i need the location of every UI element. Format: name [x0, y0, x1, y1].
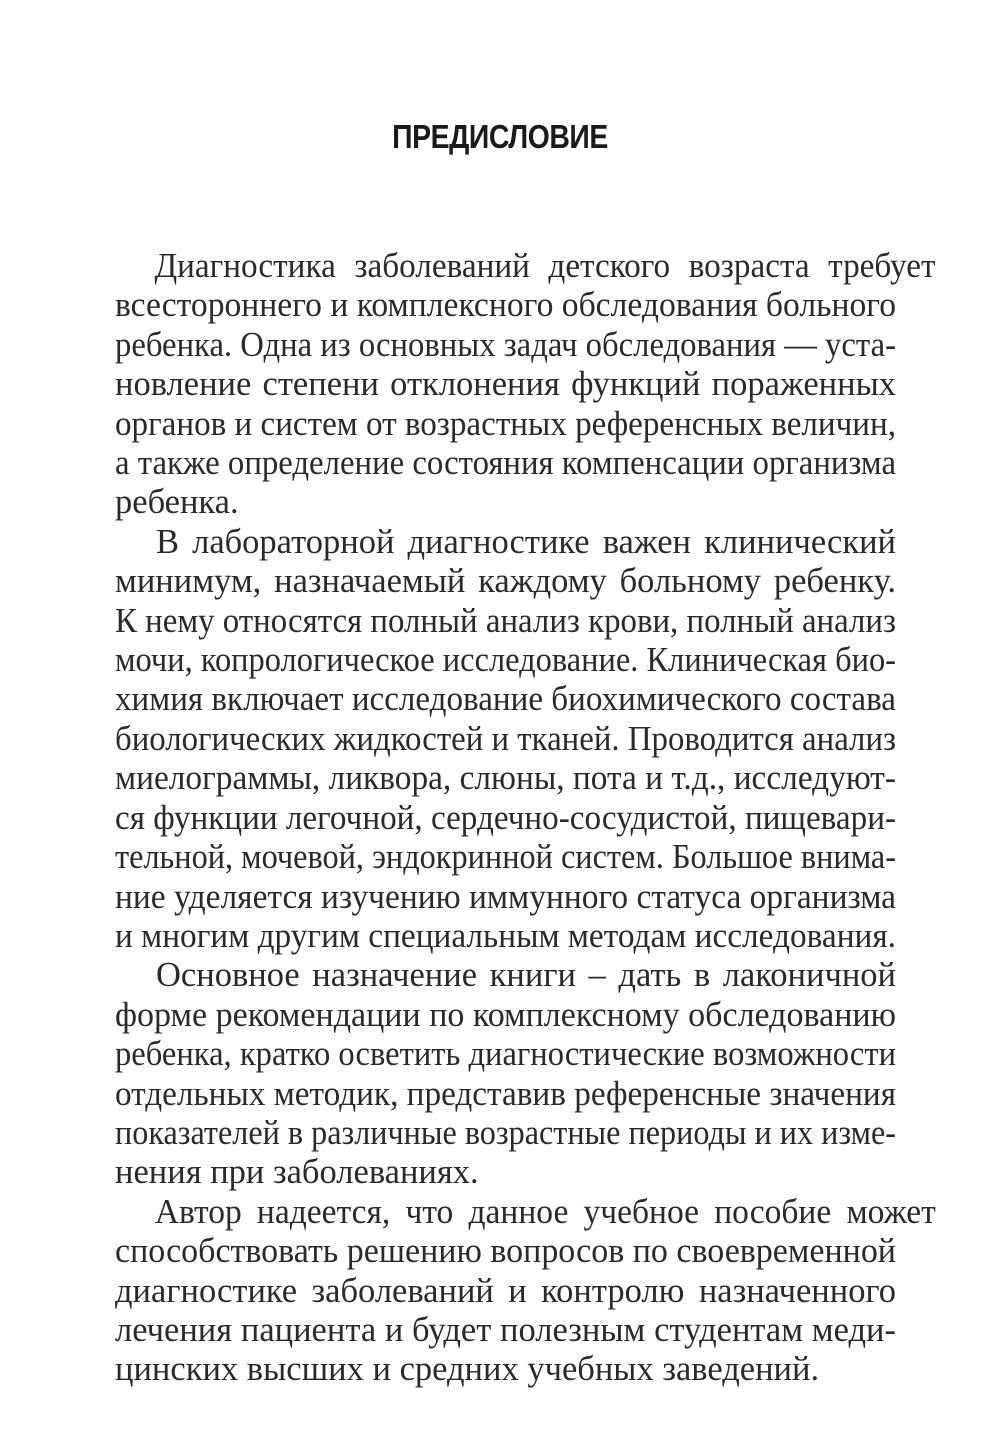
text-line: цинских высших и средних учебных заведений.	[115, 1350, 820, 1389]
text-line: всестороннего и комплексного обследования больного	[115, 286, 896, 325]
text-line: новление степени отклонения функций пораженных	[115, 365, 896, 404]
preface-body	[115, 247, 936, 1390]
paragraph-2	[115, 523, 896, 956]
text-line: ние уделяется изучению иммунного статуса организма	[115, 877, 896, 916]
text-line: нения при заболеваниях.	[115, 1153, 479, 1192]
text-line: ребенка.	[115, 483, 239, 522]
text-line: Основное назначение книги – дать в лаконичной	[156, 956, 896, 995]
text-line: ся функции легочной, сердечно-сосудистой, пищевари-	[115, 798, 896, 837]
text-line: способствовать решению вопросов по своевременной	[115, 1232, 896, 1271]
text-line: Автор надеется, что данное учебное пособие может	[154, 1192, 936, 1231]
text-line: отдельных методик, представив референсные значения	[115, 1074, 896, 1113]
page-title: ПРЕДИСЛОВИЕ	[392, 118, 608, 155]
text-line: мочи, копрологическое исследование. Клиническая био-	[115, 641, 896, 680]
text-line: лечения пациента и будет полезным студентам меди-	[115, 1310, 896, 1349]
text-line: химия включает исследование биохимического состава	[115, 680, 896, 719]
text-line: и многим другим специальным методам исследования.	[115, 916, 896, 955]
text-line: В лабораторной диагностике важен клинический	[156, 522, 896, 561]
text-line: биологических жидкостей и тканей. Проводится анализ	[115, 719, 896, 758]
text-line: Диагностика заболеваний детского возраста требует	[154, 247, 936, 285]
text-line: К нему относятся полный анализ крови, полный анализ	[115, 601, 896, 640]
text-line: показателей в различные возрастные периоды и их изме-	[115, 1113, 896, 1152]
paragraph-1	[115, 247, 936, 523]
text-line: ребенка, кратко осветить диагностические возможности	[115, 1035, 896, 1074]
text-line: диагностике заболеваний и контролю назначенного	[115, 1271, 896, 1310]
text-line: органов и систем от возрастных референсных величин,	[115, 404, 896, 443]
paragraph-4	[115, 1192, 936, 1390]
text-line: тельной, мочевой, эндокринной систем. Большое внима-	[115, 838, 896, 877]
text-line: минимум, назначаемый каждому больному ребенку.	[115, 562, 896, 601]
text-line: а также определение состояния компенсации организма	[115, 444, 896, 483]
text-line: миелограммы, ликвора, слюны, пота и т.д., исследуют-	[115, 759, 896, 798]
text-line: ребенка. Одна из основных задач обследования — уста-	[115, 325, 896, 364]
text-line: форме рекомендации по комплексному обследованию	[115, 995, 896, 1034]
paragraph-3	[115, 956, 896, 1192]
